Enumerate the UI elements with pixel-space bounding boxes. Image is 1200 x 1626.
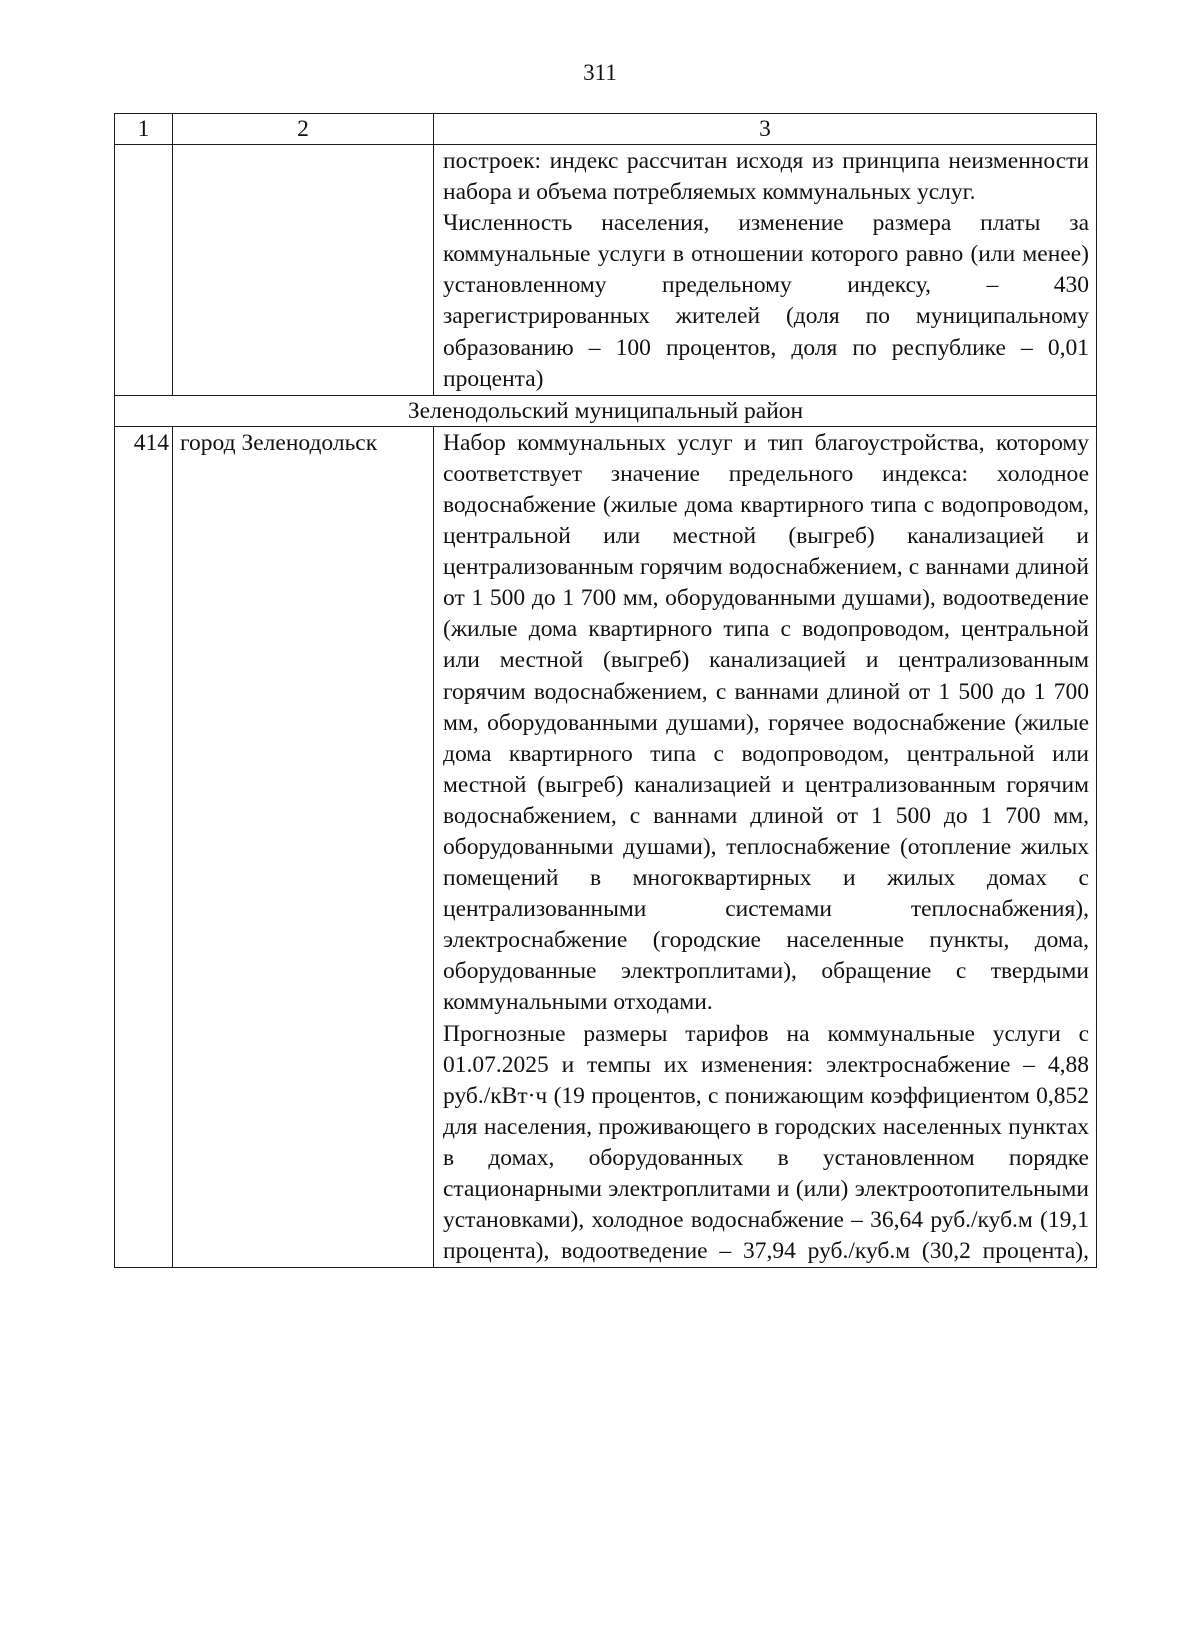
header-col-1: 1: [115, 114, 173, 145]
table-row-414: [115, 426, 1097, 1268]
header-col-2: 2: [173, 114, 434, 145]
tariff-table: [114, 113, 1097, 1268]
municipality-name: город Зеленодольск: [173, 426, 434, 1268]
continued-paragraph-2: Численность населения, изменение размера платы за коммунальные услуги в отношении которого равно (или менее) установленному предельному индексу, – 430 зарегистрированных жителей (доля по муниципальному образованию – 100 процентов, доля по республике – 0,01 процента): [443, 210, 1089, 392]
continued-number-cell: [115, 145, 173, 396]
row-number: 414: [115, 426, 173, 1268]
continued-name-cell: [173, 145, 434, 396]
continued-paragraph-1: построек: индекс рассчитан исходя из принципа неизменности набора и объема потребляемых коммунальных услуг.: [443, 148, 1089, 206]
table-row-continued: [115, 145, 1097, 396]
section-title: Зеленодольский муниципальный район: [115, 395, 1097, 426]
row-paragraph-1: Набор коммунальных услуг и тип благоустройства, которому соответствует значение предельного индекса: холодное водоснабжение (жилые дома квартирного типа с водопроводом, центральной или местной (выгреб) канализацией и централизованным горячим водоснабжением, с ваннами длиной от 1 500 до 1 700 мм, оборудованными душами), водоотведение (жилые дома квартирного типа с водопроводом, центральной или местной (выгреб) канализацией и централизованным горячим водоснабжением, с ваннами длиной от 1 500 до 1 700 мм, оборудованными душами), горячее водоснабжение (жилые дома квартирного типа с водопроводом, центральной или местной (выгреб) канализацией и централизованным горячим водоснабжением, с ваннами длиной от 1 500 до 1 700 мм, оборудованными душами), теплоснабжение (отопление жилых помещений в многоквартирных и жилых домах с централизованными системами теплоснабжения), электроснабжение (городские населенные пункты, дома, оборудованные электроплитами), обращение с твердыми коммунальными отходами.: [443, 429, 1089, 1016]
table-header-row: [115, 114, 1097, 145]
row-paragraph-2: Прогнозные размеры тарифов на коммунальные услуги с 01.07.2025 и темпы их изменения: электроснабжение – 4,88 руб./кВт·ч (19 процентов, с понижающим коэффициентом 0,852 для населения, проживающего в городских населенных пунктах в домах, оборудованных в установленном порядке стационарными электроплитами и (или) электроотопительными установками), холодное водоснабжение – 36,64 руб./куб.м (19,1 процента), водоотведение – 37,94 руб./куб.м (30,2 процента),: [443, 1020, 1089, 1265]
header-col-3: 3: [434, 114, 1097, 145]
page-number: 311: [583, 60, 617, 85]
row-description-cell: [434, 426, 1097, 1268]
section-row: [115, 395, 1097, 426]
continued-description-cell: [434, 145, 1097, 396]
